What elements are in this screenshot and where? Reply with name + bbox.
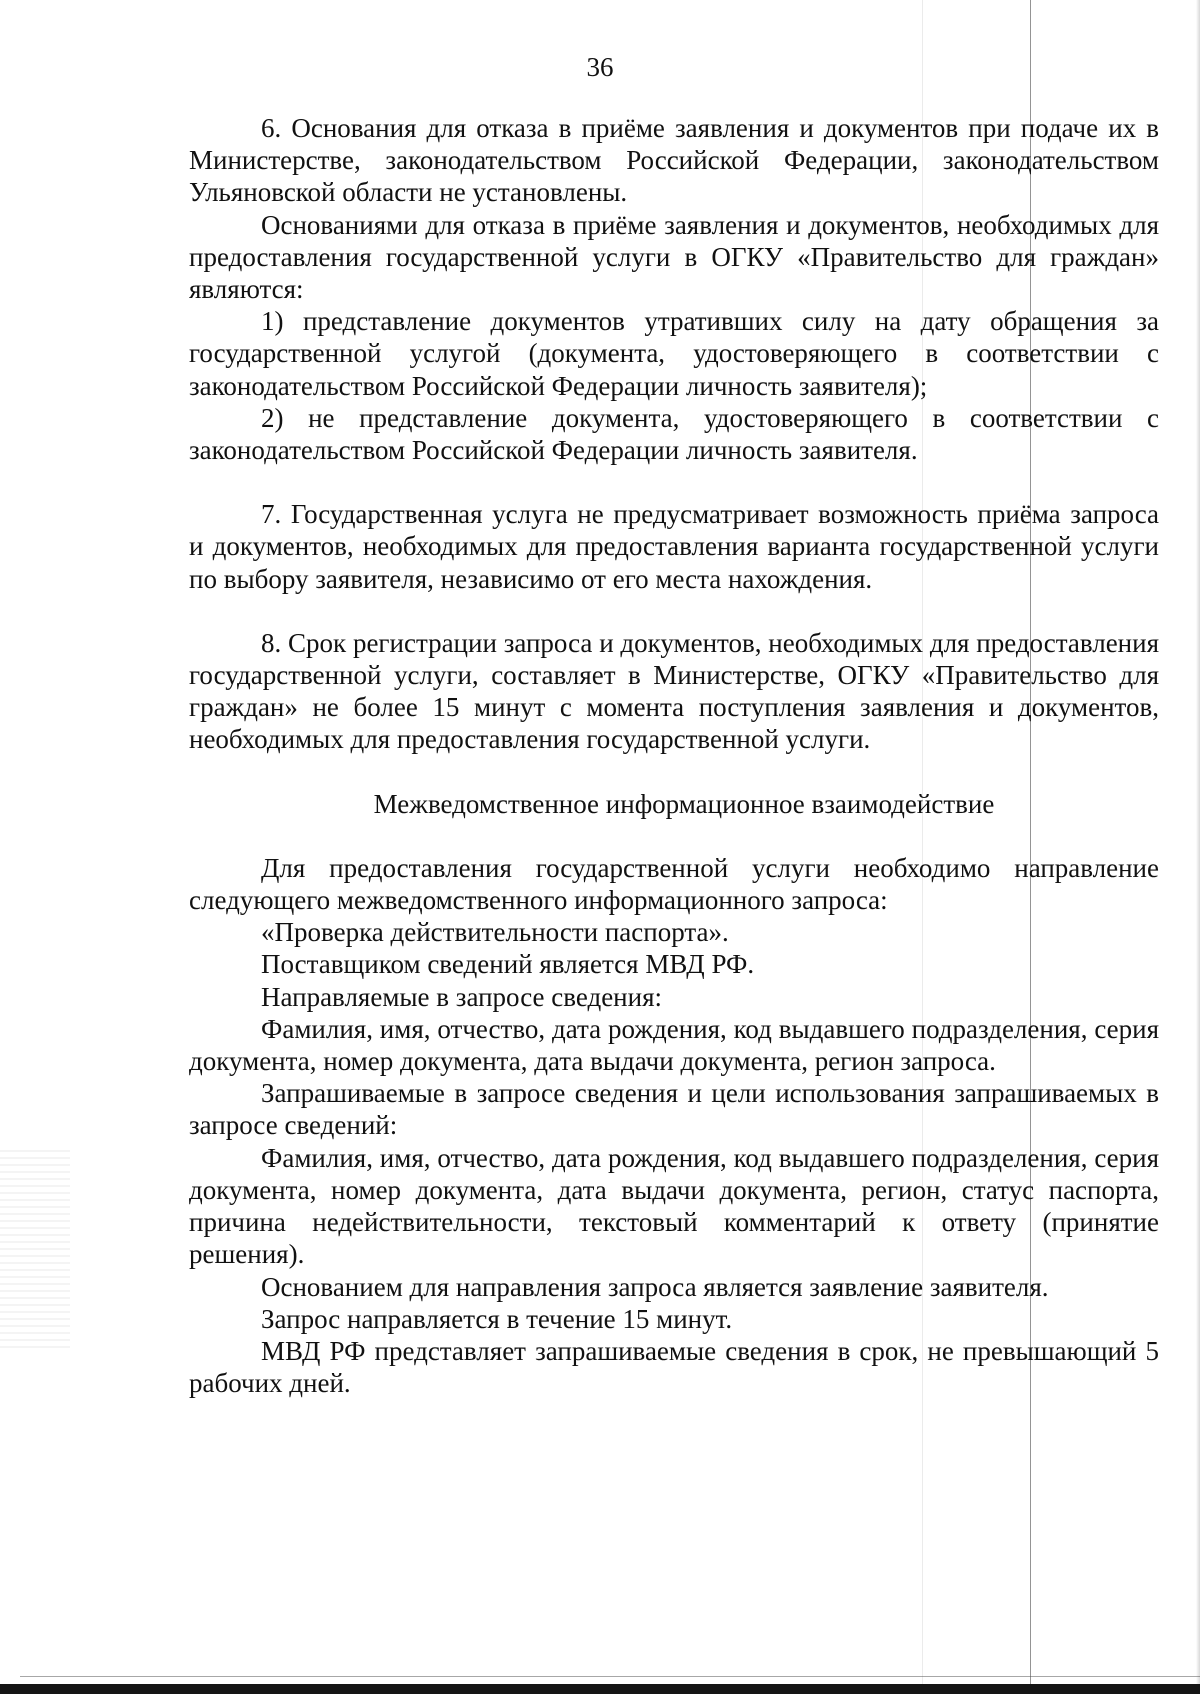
paragraph-provider: Поставщиком сведений является МВД РФ. [261, 949, 755, 980]
section-heading-interagency: Межведомственное информационное взаимодействие [373, 788, 995, 819]
paragraph-response-term: МВД РФ представляет запрашиваемые сведения в срок, не превышающий 5 рабочих дней. [189, 1335, 1159, 1399]
scan-artifact-bottom-thin [20, 1676, 1200, 1677]
list-item-2-no-identity-document: 2) не представление документа, удостоверяющего в соответствии с законодательством Российской Федерации личность заявителя. [189, 402, 1159, 466]
paragraph-sent-data-label: Направляемые в запросе сведения: [261, 981, 662, 1012]
list-item-1-expired-documents: 1) представление документов утративших силу на дату обращения за государственной услугой (документа, удостоверяющего в соответствии с законодательством Российской Федерации личность заявителя); [189, 306, 1159, 401]
paragraph-6-refusal-ministry: 6. Основания для отказа в приёме заявления и документов при подаче их в Министерстве, законодательством Российской Федерации, законодательством Ульяновской области не установлены. [189, 113, 1159, 208]
document-body [189, 112, 1159, 1399]
scan-artifact-noise [0, 1150, 70, 1350]
paragraph-requested-data-list: Фамилия, имя, отчество, дата рождения, код выдавшего подразделения, серия документа, номер документа, дата выдачи документа, регион, статус паспорта, причина недействительности, текстовый комментарий к ответу (принятие решения). [189, 1142, 1159, 1270]
paragraph-6-refusal-ogku: Основаниями для отказа в приёме заявления и документов, необходимых для предоставления государственной услуги в ОГКУ «Правительство для граждан» являются: [189, 209, 1159, 305]
scan-artifact-right-edge [1196, 0, 1200, 1694]
paragraph-request-basis: Основанием для направления запроса является заявление заявителя. [261, 1271, 1049, 1302]
paragraph-requested-data-label: Запрашиваемые в запросе сведения и цели использования запрашиваемых в запросе сведений: [189, 1078, 1159, 1141]
paragraph-request-name: «Проверка действительности паспорта». [261, 917, 729, 948]
paragraph-request-time: Запрос направляется в течение 15 минут. [261, 1303, 733, 1334]
paragraph-8-registration-term: 8. Срок регистрации запроса и документов, необходимых для предоставления государственной услуги, составляет в Министерстве, ОГКУ «Правительство для граждан» не более 15 минут с момента поступления заявления и документов, необходимых для предоставления государственной услуги. [189, 627, 1159, 755]
scan-artifact-bottom-border [0, 1684, 1200, 1694]
paragraph-7-extraterritorial: 7. Государственная услуга не предусматривает возможность приёма запроса и документов, необходимых для предоставления варианта государственной услуги по выбору заявителя, независимо от его места нахождения. [189, 499, 1159, 594]
paragraph-interagency-request: Для предоставления государственной услуги необходимо направление следующего межведомственного информационного запроса: [189, 852, 1159, 916]
paragraph-sent-data-list: Фамилия, имя, отчество, дата рождения, код выдавшего подразделения, серия документа, номер документа, дата выдачи документа, регион запроса. [189, 1013, 1159, 1077]
page-number: 36 [586, 52, 614, 82]
